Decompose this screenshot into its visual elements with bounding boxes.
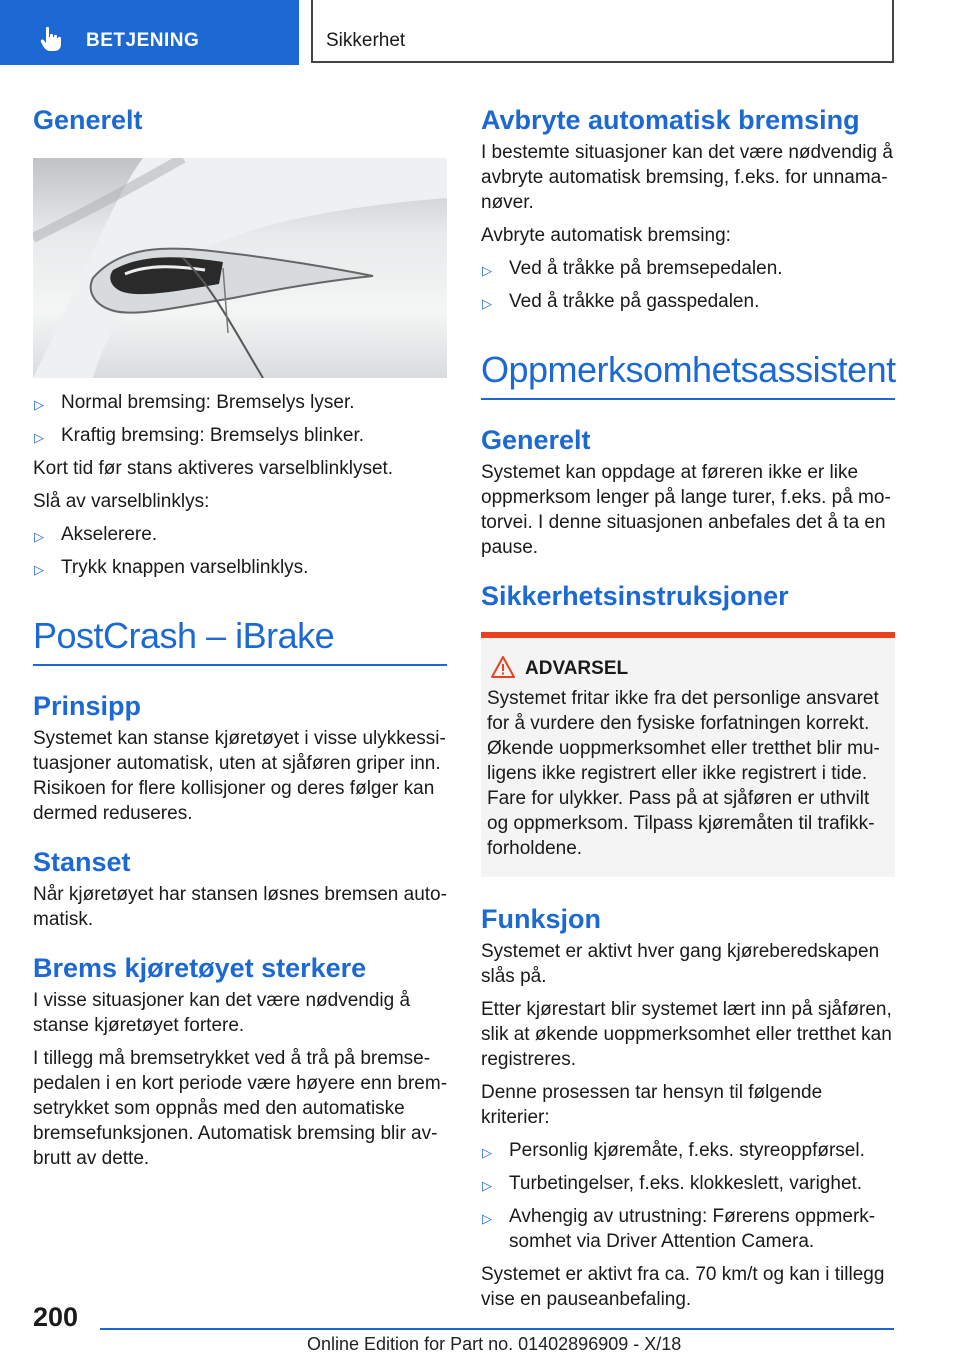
tail-light-illustration: [33, 158, 447, 378]
paragraph: Systemet kan oppdage at føreren ikke er like oppmerksom lenger på lange turer, f.eks. på motorvei. I denne situasjonen anbefales det å ta en pause.: [481, 462, 891, 558]
chapter-title: BETJENING: [86, 30, 200, 51]
car-tail-light-image: [33, 158, 447, 378]
paragraph: Systemet er aktivt fra ca. 70 km/t og kan i tillegg vise en pauseanbefaling.: [481, 1264, 885, 1310]
bullet-triangle-icon: ▷: [34, 430, 44, 445]
paragraph: Kort tid før stans aktiveres varselblinklyset.: [33, 458, 394, 479]
section-title: Sikkerhet: [326, 30, 406, 51]
bullet-triangle-icon: ▷: [482, 1145, 492, 1160]
paragraph: Denne prosessen tar hensyn til følgende kriterier:: [481, 1082, 823, 1128]
heading-generelt: Generelt: [481, 425, 591, 455]
chapter-tab: [0, 0, 299, 65]
warning-triangle-icon: [491, 656, 515, 678]
hand-pointer-icon: [40, 26, 62, 52]
heading-prinsipp: Prinsipp: [33, 691, 142, 721]
warning-text: Systemet fritar ikke fra det personlige ansvaret for å vurdere den fysiske forfatningen korrekt. Økende uoppmerksomhet eller tretthet blir muligens ikke registrert eller ikke registrert i tide. Fare for ulykker. Pass på at sjåføren er uthvilt og oppmerksom. Tilpass kjøremåten til trafikkforholdene.: [487, 688, 880, 859]
heading-generelt: Generelt: [33, 105, 143, 135]
page-number: 200: [33, 1302, 79, 1332]
heading-avbryte: Avbryte automatisk bremsing: [481, 105, 860, 135]
warning-box: [481, 632, 895, 877]
heading-oppmerksomhetsassistent: Oppmerksomhetsassistent: [481, 348, 895, 400]
bullet-triangle-icon: ▷: [34, 397, 44, 412]
paragraph: I visse situasjoner kan det være nødvendig å stanse kjøretøyet fortere.: [33, 990, 411, 1036]
list-item: ▷ Ved å tråkke på bremsepedalen.: [481, 256, 895, 281]
warning-title: ADVARSEL: [487, 656, 889, 682]
paragraph: Systemet er aktivt hver gang kjøreberedskapen slås på.: [481, 941, 880, 987]
paragraph: I tillegg må bremsetrykket ved å trå på bremsepedalen i en kort periode være høyere enn bremsetrykket som oppnås med den automatiske bremsefunksjonen. Automatisk bremsing blir avbrutt av dette.: [33, 1048, 448, 1169]
list-item: ▷ Normal bremsing: Bremselys lyser.: [33, 390, 447, 415]
list-item: ▷ Akselerere.: [33, 522, 447, 547]
paragraph: Etter kjørestart blir systemet lært inn på sjåføren, slik at økende uoppmerksomhet eller tretthet kan registreres.: [481, 999, 892, 1070]
list-item: ▷ Avhengig av utrustning: Førerens oppmerksomhet via Driver Attention Camera.: [482, 1206, 876, 1252]
paragraph: Systemet kan stanse kjøretøyet i visse ulykkessituasjoner automatisk, uten at sjåføren griper inn. Risikoen for flere kollisjoner og deres følger kan dermed reduseres.: [33, 728, 446, 824]
footer-divider: [100, 1328, 894, 1330]
paragraph: Slå av varselblinklys:: [33, 491, 210, 512]
list-item: ▷ Kraftig bremsing: Bremselys blinker.: [33, 423, 447, 448]
heading-postcrash: PostCrash – iBrake: [33, 614, 447, 666]
heading-stanset: Stanset: [33, 847, 131, 877]
bullet-triangle-icon: ▷: [482, 263, 492, 278]
list-item: ▷ Trykk knappen varselblinklys.: [33, 555, 447, 580]
paragraph: Avbryte automatisk bremsing:: [481, 225, 731, 246]
heading-brems: Brems kjøretøyet sterkere: [33, 953, 367, 983]
list-item: ▷ Ved å tråkke på gasspedalen.: [481, 289, 895, 314]
footer-edition: Online Edition for Part no. 01402896909 - X/18: [307, 1334, 682, 1354]
bullet-triangle-icon: ▷: [34, 562, 44, 577]
left-column: [33, 100, 447, 1179]
bullet-triangle-icon: ▷: [482, 1211, 492, 1226]
bullet-triangle-icon: ▷: [34, 529, 44, 544]
right-column: [481, 100, 895, 1320]
heading-sikkerhetsinstruksjoner: Sikkerhetsinstruksjoner: [481, 581, 789, 611]
list-item: ▷ Turbetingelser, f.eks. klokkeslett, varighet.: [481, 1171, 895, 1196]
paragraph: I bestemte situasjoner kan det være nødvendig å avbryte automatisk bremsing, f.eks. for unnamanøver.: [481, 142, 893, 213]
list-item: ▷ Personlig kjøremåte, f.eks. styreoppførsel.: [481, 1138, 895, 1163]
bullet-triangle-icon: ▷: [482, 296, 492, 311]
heading-funksjon: Funksjon: [481, 904, 601, 934]
paragraph: Når kjøretøyet har stansen løsnes bremsen automatisk.: [33, 884, 447, 930]
bullet-triangle-icon: ▷: [482, 1178, 492, 1193]
